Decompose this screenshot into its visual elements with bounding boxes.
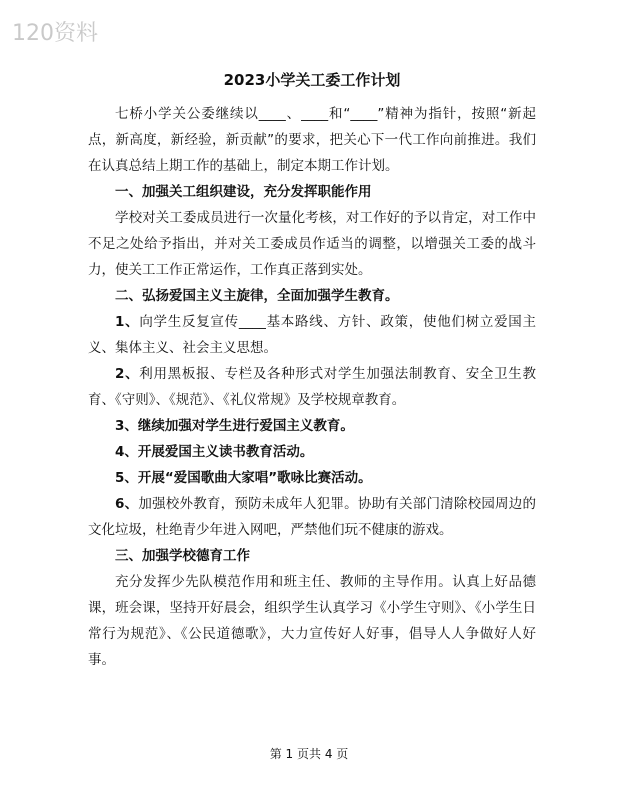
item-text: 开展“爱国歌曲大家唱”歌咏比赛活动。	[137, 470, 372, 486]
section-3-body: 充分发挥少先队模范作用和班主任、教师的主导作用。认真上好品德课，班会课，坚持开好晨会，组织学生认真学习《小学生守则》、《小学生日常行为规范》、《公民道德歌》，大力宣传好人好事，倡导人人争做好人好事。	[88, 574, 536, 668]
item-number: 2、	[115, 366, 140, 382]
section-1-body: 学校对关工委成员进行一次量化考核，对工作好的予以肯定，对工作中不足之处给予指出，并对关工委成员作适当的调整，以增强关工委的战斗力，使关工工作正常运作，工作真正落到实处。	[88, 210, 536, 278]
item-text: 开展爱国主义读书教育活动。	[137, 444, 314, 460]
item-number: 3、	[115, 418, 138, 434]
section-1-heading: 一、加强关工组织建设，充分发挥职能作用	[115, 184, 372, 200]
intro-paragraph: 七桥小学关公委继续以____、____和“____”精神为指针，按照“新起点，新高度，新经验，新贡献”的要求，把关心下一代工作向前推进。我们在认真总结上期工作的基础上，制定本期工作计划。	[88, 106, 536, 174]
section-2-item-4	[88, 439, 536, 465]
section-2-item-3	[88, 413, 536, 439]
section-2-item-1	[88, 309, 536, 361]
section-2-item-2	[88, 361, 536, 413]
item-text: 向学生反复宣传____基本路线、方针、政策，使他们树立爱国主义、集体主义、社会主义思想。	[88, 314, 537, 356]
item-text: 继续加强对学生进行爱国主义教育。	[137, 418, 354, 434]
section-3-heading: 三、加强学校德育工作	[115, 548, 250, 564]
item-number: 4、	[115, 444, 138, 460]
item-number: 1、	[115, 314, 140, 330]
watermark-logo: 120资料	[12, 21, 98, 46]
item-text: 加强校外教育，预防未成年人犯罪。协助有关部门清除校园周边的文化垃圾，杜绝青少年进入网吧，严禁他们玩不健康的游戏。	[88, 496, 536, 538]
section-2-item-6	[88, 491, 536, 543]
section-2-heading: 二、弘扬爱国主义主旋律，全面加强学生教育。	[115, 288, 399, 304]
document-title: 2023小学关工委工作计划	[223, 71, 401, 89]
document-page	[88, 70, 536, 673]
item-number: 5、	[115, 470, 138, 486]
page-number-footer: 第 1 页共 4 页	[269, 747, 349, 761]
section-2-item-5	[88, 465, 536, 491]
item-number: 6、	[115, 496, 139, 512]
item-text: 利用黑板报、专栏及各种形式对学生加强法制教育、安全卫生教育、《守则》、《规范》、《礼仪常规》及学校规章教育。	[88, 366, 536, 408]
